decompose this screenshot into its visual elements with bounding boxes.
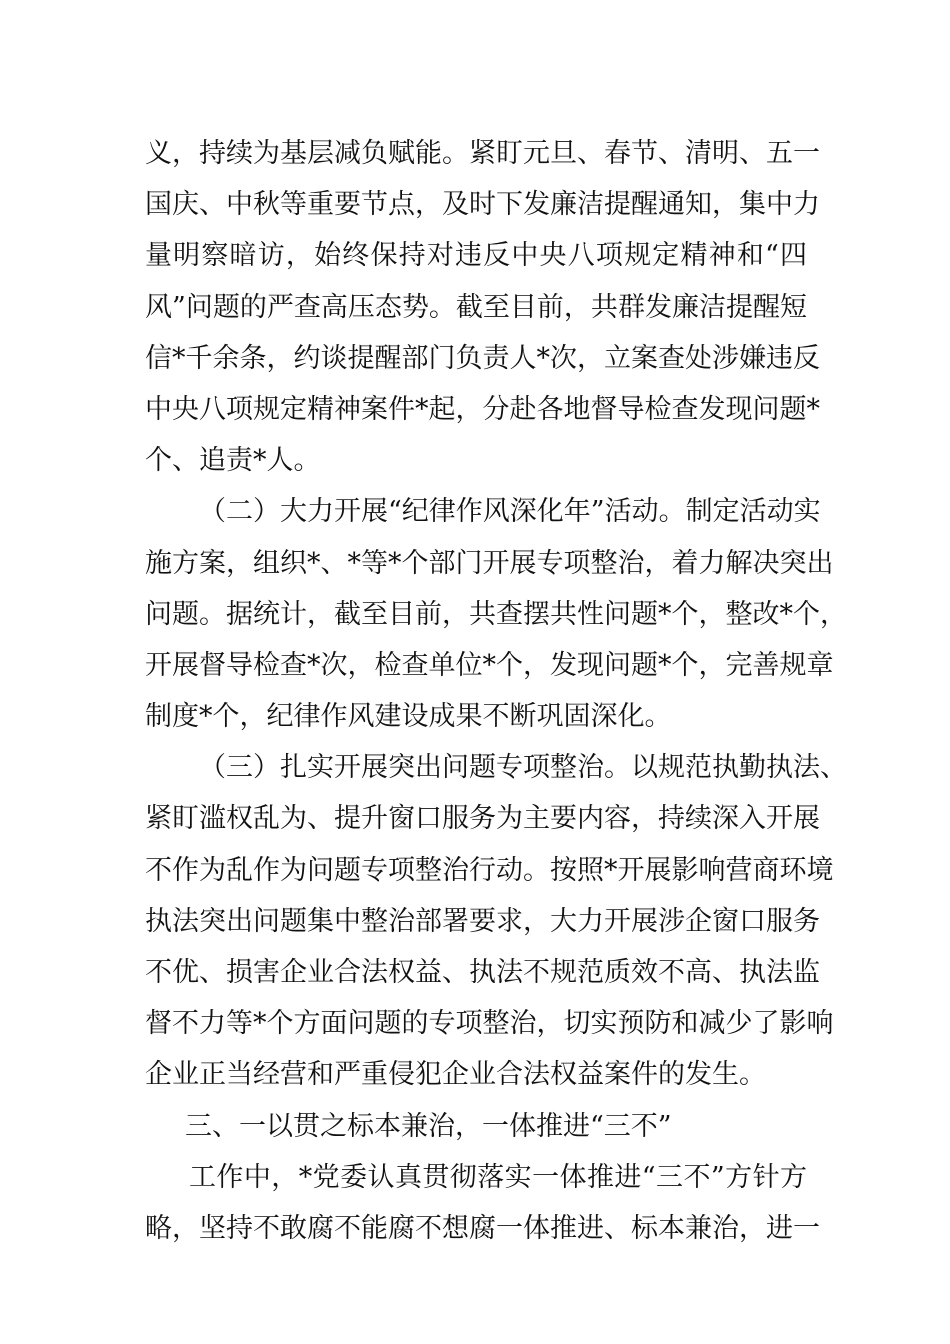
text-line: 义，持续为基层减负赋能。紧盯元旦、春节、清明、五一 <box>145 138 820 169</box>
text-line: 问题。据统计，截至目前，共查摆共性问题*个，整改*个， <box>145 598 847 630</box>
text-line: 执法突出问题集中整治部署要求，大力开展涉企窗口服务 <box>145 905 820 937</box>
text-line: 不优、损害企业合法权益、执法不规范质效不高、执法监 <box>145 957 820 988</box>
text-line: 不作为乱作为问题专项整治行动。按照*开展影响营商环境 <box>145 854 834 886</box>
text-line: 中央八项规定精神案件*起，分赴各地督导检查发现问题* <box>145 393 820 425</box>
text-line: 制度*个，纪律作风建设成果不断巩固深化。 <box>145 701 672 733</box>
document-body <box>145 128 847 1254</box>
chapter-heading: 三、一以贯之标本兼治，一体推进“三不” <box>185 1110 672 1142</box>
text-line: 风”问题的严查高压态势。截至目前，共群发廉洁提醒短 <box>145 291 807 323</box>
section-heading-line: （三）扎实开展突出问题专项整治。以规范执勤执法、 <box>199 752 847 784</box>
text-line: 量明察暗访，始终保持对违反中央八项规定精神和“四 <box>145 240 807 272</box>
text-line: 开展督导检查*次，检查单位*个，发现问题*个，完善规章 <box>145 649 834 681</box>
text-line: 施方案，组织*、*等*个部门开展专项整治，着力解决突出 <box>145 547 834 579</box>
text-line: 略，坚持不敢腐不能腐不想腐一体推进、标本兼治，进一 <box>145 1212 820 1244</box>
text-line: 企业正当经营和严重侵犯企业合法权益案件的发生。 <box>145 1059 766 1091</box>
text-line: 个、追责*人。 <box>145 445 321 477</box>
text-line: 国庆、中秋等重要节点，及时下发廉洁提醒通知，集中力 <box>145 189 820 221</box>
text-line: 信*千余条，约谈提醒部门负责人*次，立案查处涉嫌违反 <box>145 342 820 374</box>
text-line: 紧盯滥权乱为、提升窗口服务为主要内容，持续深入开展 <box>145 803 820 835</box>
text-line: 工作中，*党委认真贯彻落实一体推进“三不”方针方 <box>189 1161 807 1193</box>
section-heading-line: （二）大力开展“纪律作风深化年”活动。制定活动实 <box>199 496 821 528</box>
text-line: 督不力等*个方面问题的专项整治，切实预防和减少了影响 <box>145 1008 834 1040</box>
